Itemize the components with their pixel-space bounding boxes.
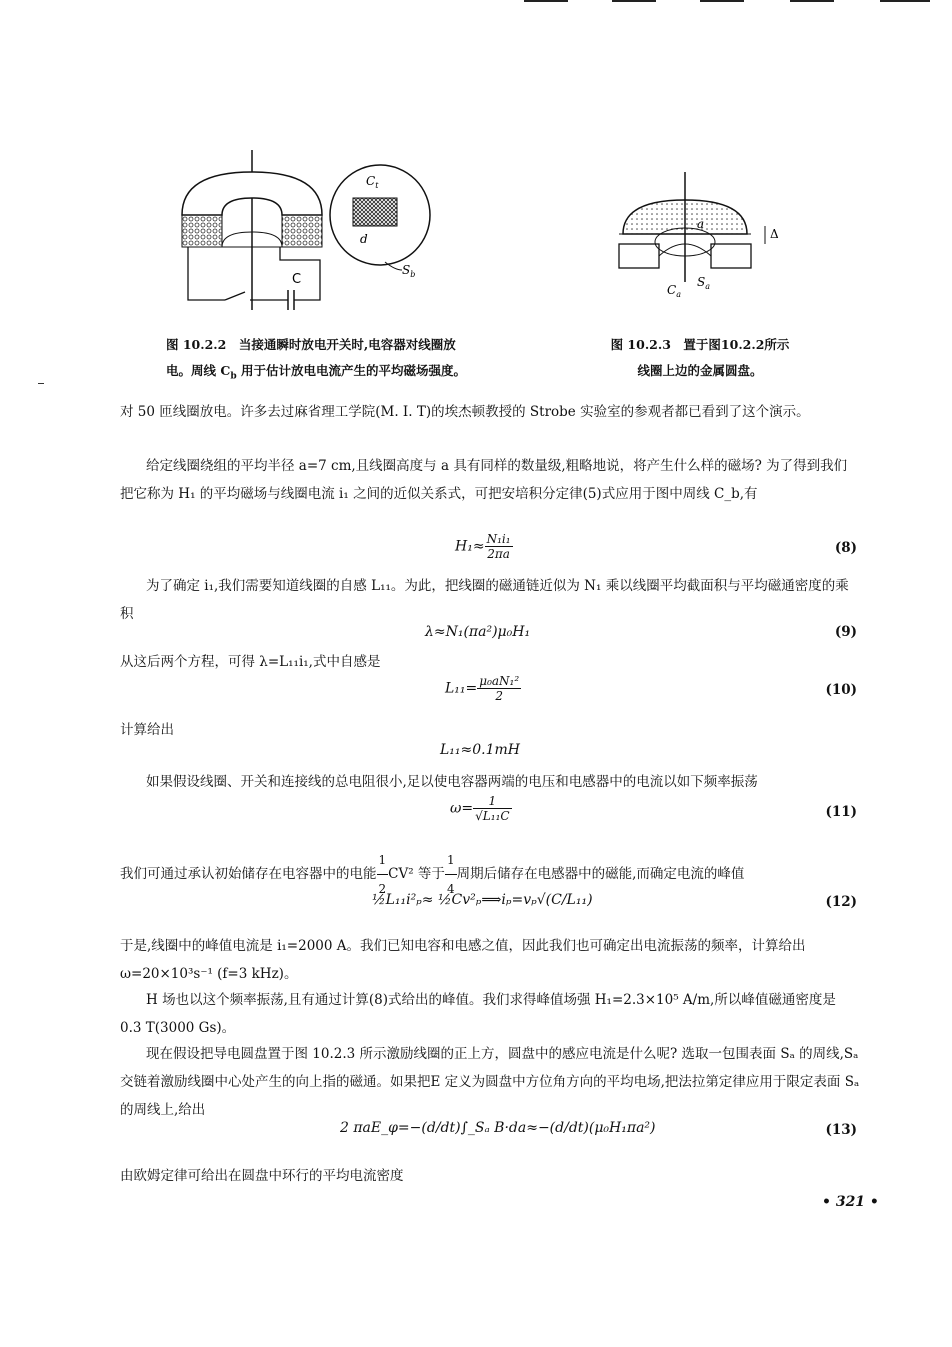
equation-number: (13) (825, 1122, 857, 1138)
surface-sb-label: $S_b$ (402, 263, 416, 279)
equation-11: ω= $\frac{1}{\text{√L₁₁C}}$ (450, 794, 510, 823)
equation-number: (8) (834, 540, 857, 556)
contour-ca-label: $C_a$ (667, 283, 681, 299)
equation-9: λ≈N₁(πa²)μ₀H₁ (425, 624, 531, 640)
equation-12: ½L₁₁i²ₚ≈ ½Cv²ₚ⟹iₚ=vₚ√(C/L₁₁) (372, 892, 593, 908)
equation-l11-value: L₁₁≈0.1mH (440, 742, 521, 758)
equation-13: 2 πaE_φ=−(d/dt)∫_Sₐ B·da≈−(d/dt)(μ₀H₁πa²) (340, 1120, 656, 1136)
header-rule (790, 0, 834, 2)
paragraph: 由欧姆定律可给出在圆盘中环行的平均电流密度 (120, 1168, 404, 1184)
paragraph: 如果假设线圈、开关和连接线的总电阻很小,足以使电容器两端的电压和电感器中的电流以如下频率振荡 (146, 774, 758, 790)
header-rule (880, 0, 930, 2)
figure-caption-10-2-2 (166, 332, 506, 390)
paragraph: 于是,线圈中的峰值电流是 i₁=2000 A。我们已知电容和电感之值，因此我们也可确定出电流振荡的频率，计算给出 ω=20×10³s⁻¹ (f=3 kHz)。 (120, 938, 806, 982)
equation-number: (9) (834, 624, 857, 640)
caption-line: 图 10.2.2 当接通瞬时放电开关时,电容器对线圈放 (166, 337, 456, 352)
surface-sa-label: $S_a$ (697, 275, 711, 291)
header-rule (612, 0, 656, 2)
paragraph: H 场也以这个频率振荡,且有通过计算(8)式给出的峰值。我们求得峰值场强 H₁=2.3×10⁵ A/m,所以峰值磁通密度是 0.3 T(3000 Gs)。 (120, 992, 836, 1036)
paragraph: 给定线圈绕组的平均半径 a=7 cm,且线圈高度与 a 具有同样的数量级,粗略地说，将产生什么样的磁场? 为了得到我们把它称为 H₁ 的平均磁场与线圈电流 i₁ 之间的近似关系式，可把安培积分定律(5)式应用于图中周线 C_b,有 (120, 458, 848, 502)
caption-line: 线圈上边的金属圆盘。 (637, 363, 763, 378)
margin-mark (38, 383, 44, 384)
thickness-delta-label: Δ (770, 227, 779, 241)
dimension-d-label: d (360, 232, 368, 246)
equation-number: (10) (825, 682, 857, 698)
paragraph: 现在假设把导电圆盘置于图 10.2.3 所示激励线圈的正上方，圆盘中的感应电流是什么呢? 选取一包围表面 Sₐ 的周线,Sₐ 交链着激励线圈中心处产生的向上指的磁通。如果把E 定义为圆盘中方位角方向的平均电场,把法拉第定律应用于限定表面 Sₐ 的周线上,给出 (120, 1046, 860, 1118)
page-number: • 321 • (822, 1194, 879, 1210)
radius-a-label: a (697, 217, 705, 231)
equation-number: (12) (825, 894, 857, 910)
contour-ct-label: $C_t$ (366, 174, 379, 190)
paragraph: 对 50 匝线圈放电。许多去过麻省理工学院(M. I. T)的埃杰顿教授的 Strobe 实验室的参观者都已看到了这个演示。 (120, 404, 810, 420)
header-rule (524, 0, 568, 2)
header-rule (700, 0, 744, 2)
capacitor-label: C (292, 272, 302, 287)
equation-10: L₁₁= $\frac{\text{μ₀aN₁²}}{2}$ (445, 674, 520, 703)
figure-caption-10-2-3 (595, 332, 805, 384)
paragraph: 从这后两个方程，可得 λ=L₁₁i₁,式中自感是 (120, 654, 381, 670)
paragraph: 计算给出 (120, 722, 174, 738)
figure-coil-circuit (170, 150, 440, 320)
equation-number: (11) (825, 804, 857, 820)
paragraph: 为了确定 i₁,我们需要知道线圈的自感 L₁₁。为此，把线圈的磁通链近似为 N₁ 乘以线圈平均截面积与平均磁通密度的乘积 (120, 578, 849, 622)
equation-8: H₁≈ $\frac{\text{N₁i₁}}{2\pi a}$ (455, 532, 511, 561)
figure-metal-disk (605, 172, 795, 312)
paragraph: 我们可通过承认初始储存在电容器中的电能 $\frac{1}{2}$ CV² 等于 $\frac{1}{4}$ 周期后储存在电感器中的磁能,而确定电流的峰值 (120, 846, 860, 903)
caption-line: 图 10.2.3 置于图10.2.2所示 (610, 337, 790, 352)
caption-line: 电。周线 $C_b$ 用于估计放电电流产生的平均磁场强度。 (166, 363, 466, 382)
